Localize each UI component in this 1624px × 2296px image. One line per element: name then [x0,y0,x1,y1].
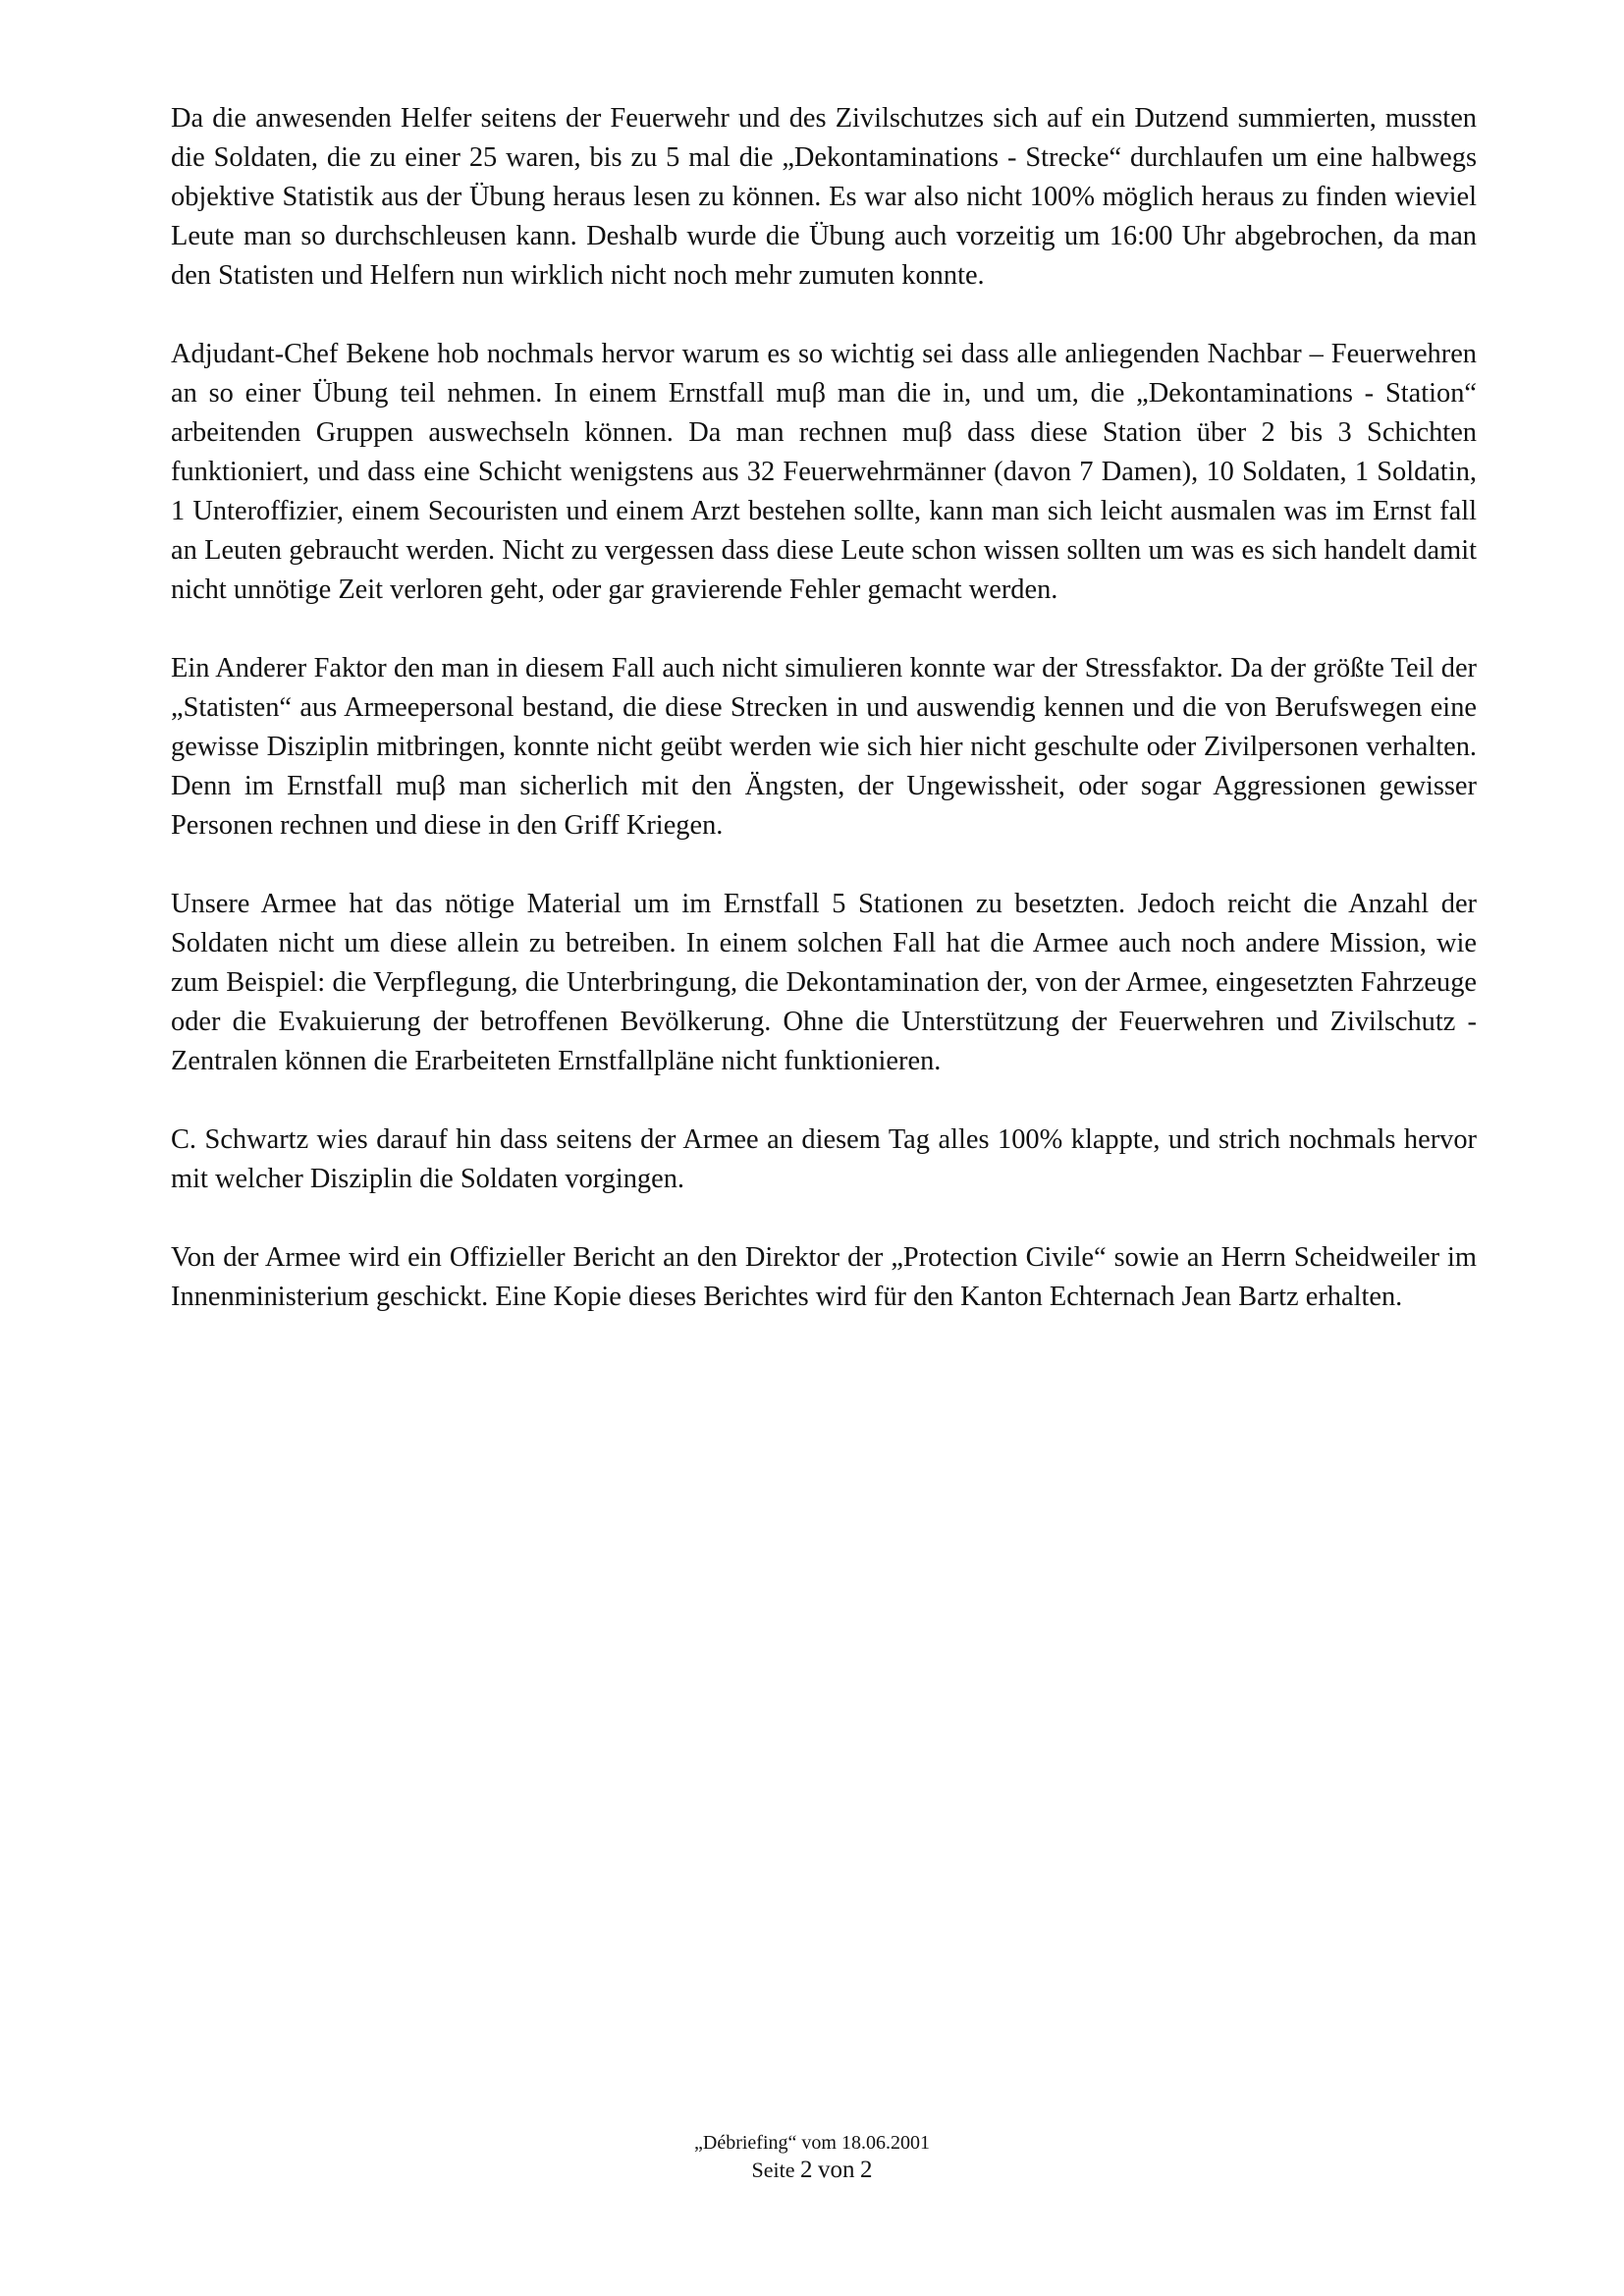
paragraph-5: C. Schwartz wies darauf hin dass seitens der Armee an diesem Tag alles 100% klappte, und strich nochmals hervor mit welcher Disziplin die Soldaten vorgingen. [171,1124,1477,1194]
page-of-label: von [818,2157,855,2183]
paragraph-6: Von der Armee wird ein Offizieller Bericht an den Direktor der „Protection Civile“ sowie an Herrn Scheidweiler im Innenministerium geschickt. Eine Kopie dieses Berichtes wird für den Kanton Echternach Jean Bartz erhalten. [171,1242,1477,1312]
page-footer [0,2130,1624,2185]
document-body [171,99,1477,1356]
page-number-line [0,2156,1624,2185]
current-page-number: 2 [800,2157,813,2183]
footer-title: „Débriefing“ vom 18.06.2001 [694,2132,930,2154]
paragraph-1: Da die anwesenden Helfer seitens der Feuerwehr und des Zivilschutzes sich auf ein Dutzend summierten, mussten die Soldaten, die zu einer 25 waren, bis zu 5 mal die „Dekontaminations - Strecke“ durchlaufen um eine halbwegs objektive Statistik aus der Übung heraus lesen zu können. Es war also nicht 100% möglich heraus zu finden wieviel Leute man so durchschleusen kann. Deshalb wurde die Übung auch vorzeitig um 16:00 Uhr abgebrochen, da man den Statisten und Helfern nun wirklich nicht noch mehr zumuten konnte. [171,103,1477,291]
total-page-number: 2 [860,2157,873,2183]
paragraph-2: Adjudant-Chef Bekene hob nochmals hervor warum es so wichtig sei dass alle anliegenden Nachbar – Feuerwehren an so einer Übung teil nehmen. In einem Ernstfall muβ man die in, und um, die „Dekontaminations - Station“ arbeitenden Gruppen auswechseln können. Da man rechnen muβ dass diese Station über 2 bis 3 Schichten funktioniert, und dass eine Schicht wenigstens aus 32 Feuerwehrmänner (davon 7 Damen), 10 Soldaten, 1 Soldatin, 1 Unteroffizier, einem Secouristen und einem Arzt bestehen sollte, kann man sich leicht ausmalen was im Ernst fall an Leuten gebraucht werden. Nicht zu vergessen dass diese Leute schon wissen sollten um was es sich handelt damit nicht unnötige Zeit verloren geht, oder gar gravierende Fehler gemacht werden. [171,339,1477,605]
paragraph-4: Unsere Armee hat das nötige Material um im Ernstfall 5 Stationen zu besetzten. Jedoch reicht die Anzahl der Soldaten nicht um diese allein zu betreiben. In einem solchen Fall hat die Armee auch noch andere Mission, wie zum Beispiel: die Verpflegung, die Unterbringung, die Dekontamination der, von der Armee, eingesetzten Fahrzeuge oder die Evakuierung der betroffenen Bevölkerung. Ohne die Unterstützung der Feuerwehren und Zivilschutz - Zentralen können die Erarbeiteten Ernstfallpläne nicht funktionieren. [171,889,1477,1076]
paragraph-3: Ein Anderer Faktor den man in diesem Fall auch nicht simulieren konnte war der Stressfaktor. Da der größte Teil der „Statisten“ aus Armeepersonal bestand, die diese Strecken in und auswendig kennen und die von Berufswegen eine gewisse Disziplin mitbringen, konnte nicht geübt werden wie sich hier nicht geschulte oder Zivilpersonen verhalten. Denn im Ernstfall muβ man sicherlich mit den Ängsten, der Ungewissheit, oder sogar Aggressionen gewisser Personen rechnen und diese in den Griff Kriegen. [171,653,1477,841]
page-label: Seite [751,2158,795,2182]
